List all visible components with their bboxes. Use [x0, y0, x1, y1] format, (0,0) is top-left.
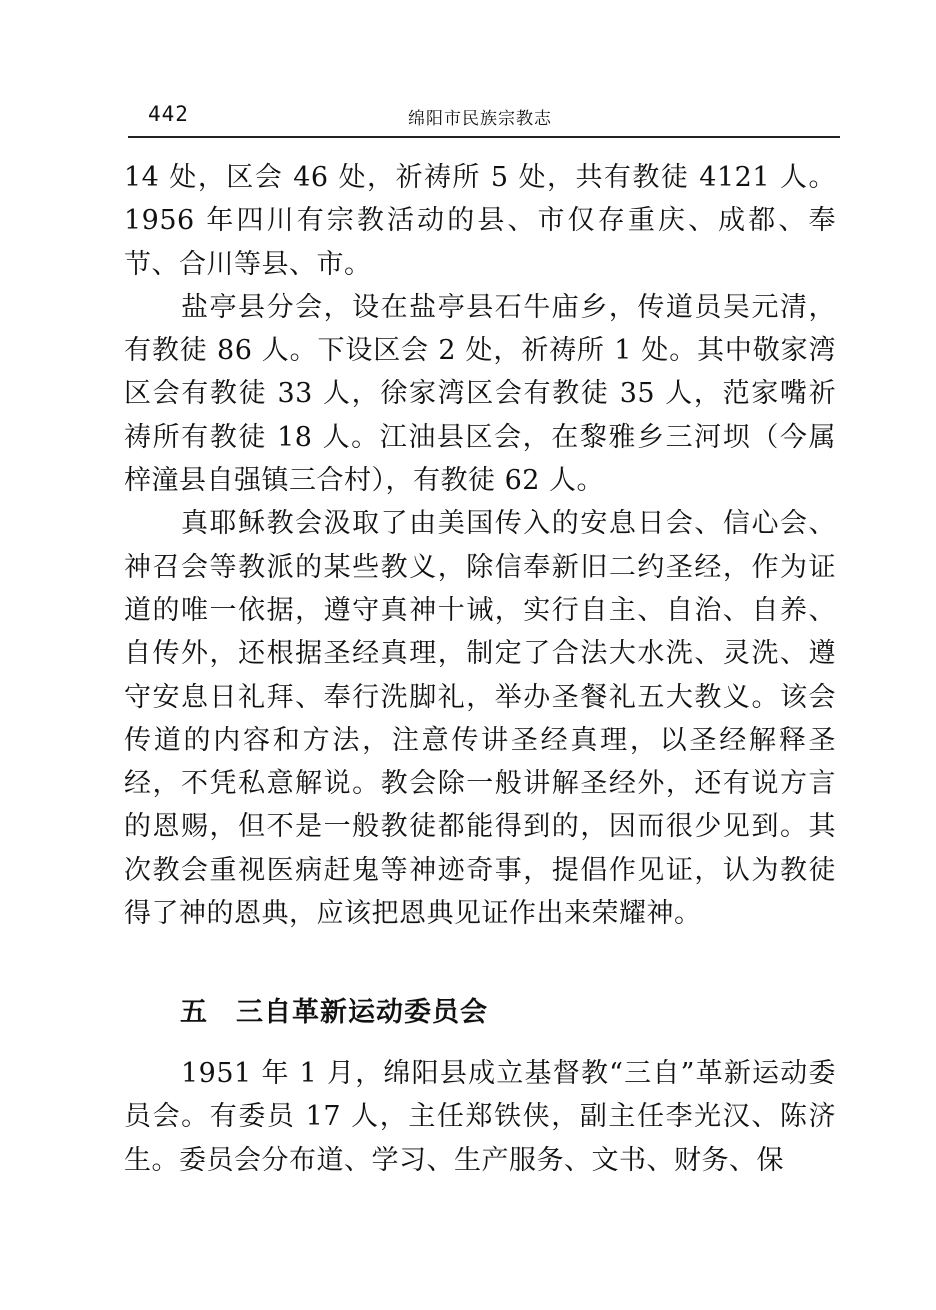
page-number: 442 — [148, 102, 189, 126]
section-body — [124, 1052, 836, 1182]
paragraph-doctrine: 真耶稣教会汲取了由美国传入的安息日会、信心会、神召会等教派的某些教义，除信奉新旧二约圣经，作为证道的唯一依据，遵守真神十诫，实行自主、自治、自养、自传外，还根据圣经真理，制定了合法大水洗、灵洗、遵守安息日礼拜、奉行洗脚礼，举办圣餐礼五大教义。该会传道的内容和方法，注意传讲圣经真理，以圣经解释圣经，不凭私意解说。教会除一般讲解圣经外，还有说方言的恩赐，但不是一般教徒都能得到的，因而很少见到。其次教会重视医病赶鬼等神迹奇事，提倡作见证，认为教徒得了神的恩典，应该把恩典见证作出来荣耀神。 — [124, 508, 836, 930]
page-header — [148, 100, 838, 132]
body-text — [124, 156, 836, 935]
paragraph-yanting-branch: 盐亭县分会，设在盐亭县石牛庙乡，传道员吴元清，有教徒 86 人。下设区会 2 处，祈祷所 1 处。其中敬家湾区会有教徒 33 人，徐家湾区会有教徒 35 人，范家嘴祈祷所有教徒 18 人。江油县区会，在黎雅乡三河坝（今属梓潼县自强镇三合村），有教徒 62 人。 — [124, 291, 836, 497]
running-title: 绵阳市民族宗教志 — [408, 109, 552, 129]
paragraph-continuation: 14 处，区会 46 处，祈祷所 5 处，共有教徒 4121 人。1956 年四川有宗教活动的县、市仅存重庆、成都、奉节、合川等县、市。 — [124, 162, 836, 280]
section-heading: 五 三自革新运动委员会 — [180, 997, 488, 1028]
header-rule — [128, 136, 840, 138]
paragraph-committee: 1951 年 1 月，绵阳县成立基督教“三自”革新运动委员会。有委员 17 人，主任郑铁侠，副主任李光汉、陈济生。委员会分布道、学习、生产服务、文书、财务、保 — [124, 1058, 836, 1176]
